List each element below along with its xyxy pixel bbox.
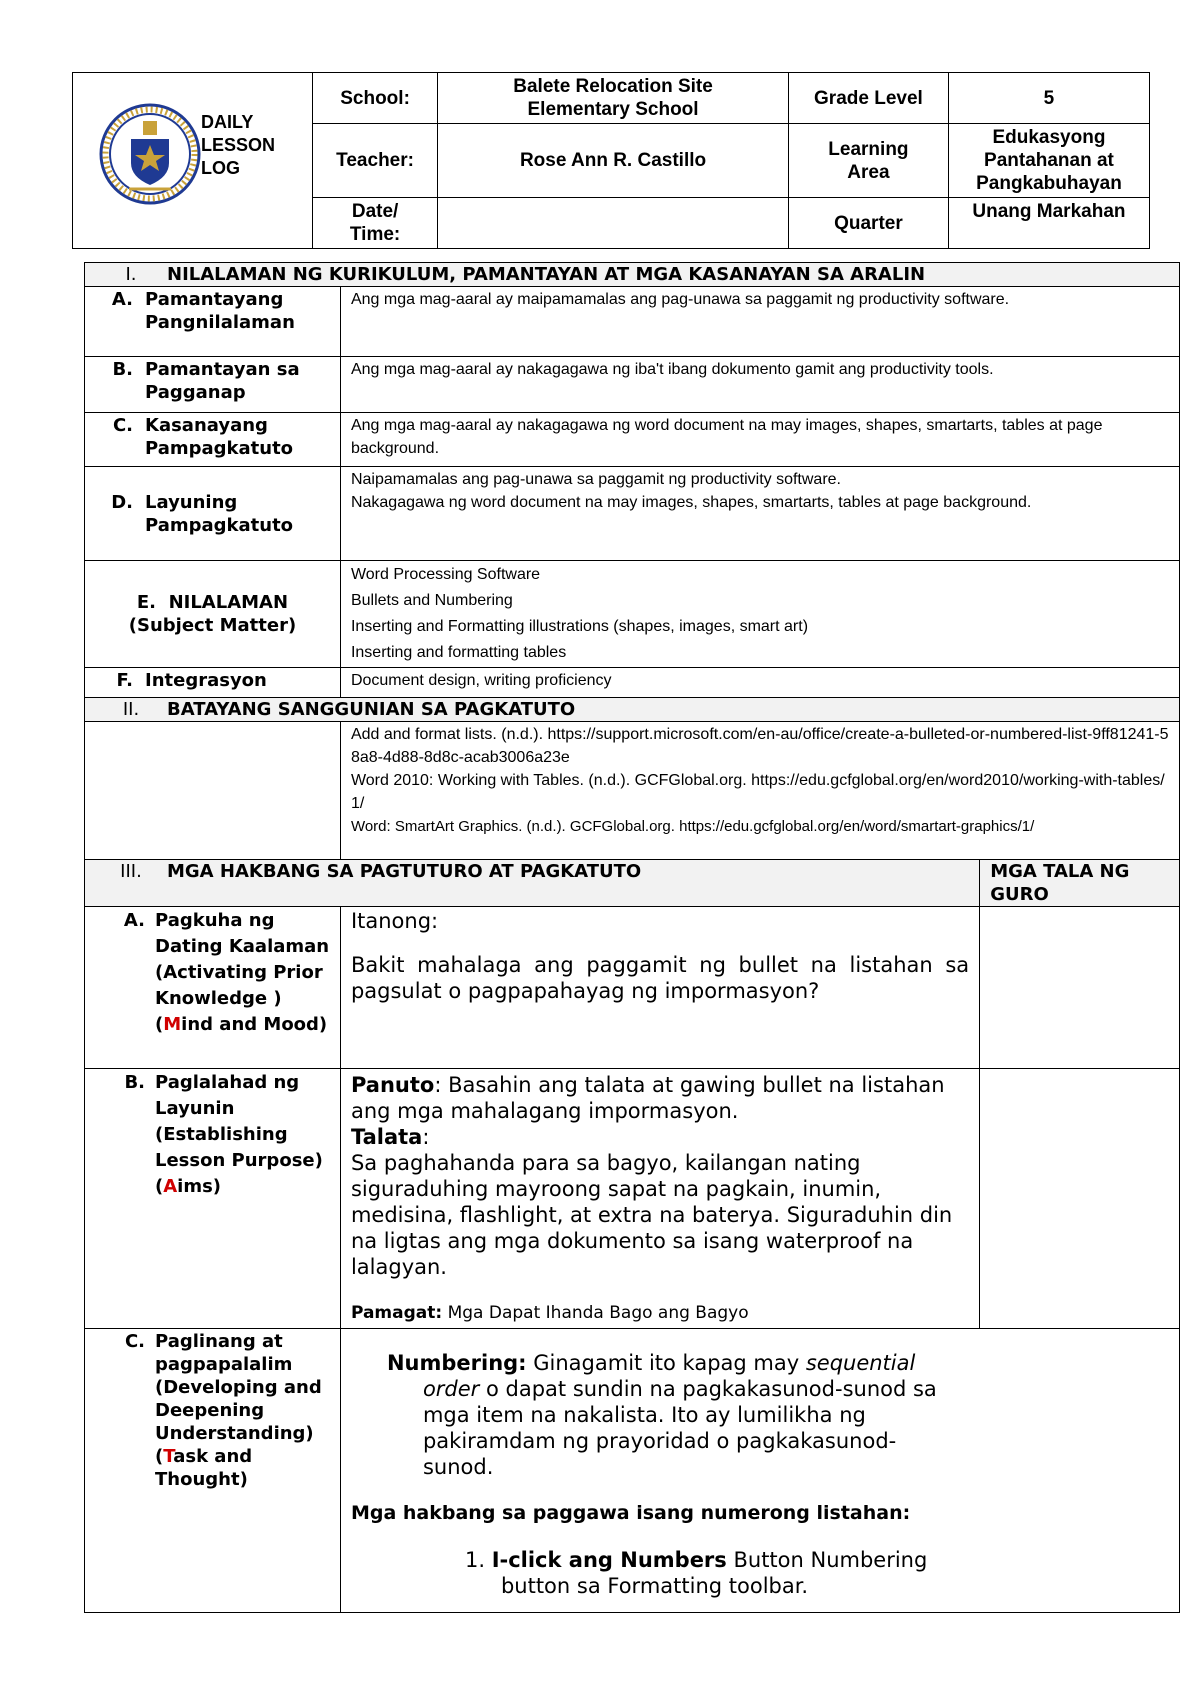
row-label [85,1069,341,1329]
label-text: Paglinang at pagpapalalim (Developing and Deepening Understanding) ( [155,1331,322,1467]
row-content: Ang mga mag-aaral ay nakagagawa ng iba't ibang dokumento gamit ang productivity tools. [340,357,1179,413]
numbering-italic: sequential order [422,1351,916,1401]
table-row [85,1069,1180,1329]
date-value [438,198,789,249]
row-content: Ang mga mag-aaral ay maipamamalas ang pag-unawa sa paggamit ng productivity software. [340,287,1179,357]
section-number: II. [122,699,140,720]
talata-colon: : [422,1125,430,1149]
section-title: NILALAMAN NG KURIKULUM, PAMANTAYAN AT MGA KASANAYAN SA ARALIN [167,264,926,285]
content-line: Bullets and Numbering [350,592,513,609]
grade-value: 5 [948,73,1149,124]
row-letter: B. [112,359,133,380]
header-table [72,72,1150,249]
lesson-table [84,262,1180,1613]
label-line: NILALAMAN [168,592,289,613]
section-title: BATAYANG SANGGUNIAN SA PAGKATUTO [167,699,576,720]
row-content: Ang mga mag-aaral ay nakagagawa ng word document na may images, shapes, smartarts, tables at page background. [340,413,1179,467]
row-label [85,561,341,668]
section-header [85,263,1180,287]
date-label [313,198,438,249]
row-label [85,357,341,413]
question-text: Bakit mahalaga ang paggamit ng bullet na listahan sa pagsulat o pagpapahayag ng impormasyon? [350,953,970,1003]
references [340,722,1179,860]
table-row [85,357,1180,413]
row-content [340,907,979,1069]
label-line: Kasanayang [145,415,268,436]
panuto-text: : Basahin ang talata at gawing bullet na listahan ang mga mahalagang impormasyon. [350,1073,945,1123]
row-content [340,561,1179,668]
table-row [85,722,1180,860]
learning-area-value-line: Pantahanan at [984,150,1114,171]
grade-label: Grade Level [788,73,948,124]
school-label: School: [313,73,438,124]
table-row [85,907,1180,1069]
row-label [85,287,341,357]
label-text: ask and Thought) [155,1446,253,1490]
row-letter: C. [124,1331,145,1352]
title-line: LESSON [201,134,276,155]
label-highlight: M [163,1014,182,1035]
learning-area-value [948,124,1149,198]
row-letter: C. [112,415,133,436]
label-line: Pangnilalaman [145,312,295,333]
table-row [85,287,1180,357]
reference-item: Word: SmartArt Graphics. (n.d.). GCFGlobal.org. https://edu.gcfglobal.org/en/word/smartart-graphics/1/ [350,818,1035,835]
row-letter: A. [111,289,133,310]
row-label [85,467,341,561]
table-row [85,413,1180,467]
document-title [201,111,275,180]
row-letter: E. [136,592,157,613]
table-row [85,668,1180,698]
deped-seal-icon [99,103,201,205]
learning-area-label [788,124,948,198]
content-line: Inserting and formatting tables [350,644,567,661]
label-line: Layuning [145,491,238,513]
label-highlight: T [163,1446,174,1467]
step-text: Button Numbering button sa Formatting toolbar. [500,1548,928,1598]
label-line: Integrasyon [145,670,267,691]
learning-area-line: Learning [828,138,909,160]
section-header [85,698,1180,722]
row-label [85,668,341,698]
label-highlight: A [163,1176,178,1197]
row-label [85,413,341,467]
content-line: Nakagagawa ng word document na may images, shapes, smartarts, tables at page background. [350,494,1032,511]
title-line: LOG [201,157,240,178]
label-line: Pampagkatuto [145,514,294,536]
row-content: Document design, writing proficiency [340,668,1179,698]
section-number: I. [125,264,137,285]
ask-label: Itanong: [350,909,439,933]
label-line: Pagganap [145,382,246,403]
learning-area-line: Area [847,161,890,183]
school-line: Elementary School [527,99,699,120]
row-letter: D. [111,491,133,513]
pamagat-text: Mga Dapat Ihanda Bago ang Bagyo [442,1303,749,1323]
talata-text: Sa paghahanda para sa bagyo, kailangan nating siguraduhing mayroong sapat na pagkain, inumin, medisina, flashlight, at extra na baterya. Siguraduhin din na ligtas ang mga dokumento sa isang waterproof na lalagyan. [350,1151,953,1279]
row-content [340,467,1179,561]
numbering-text: Ginagamit ito kapag may [526,1351,806,1375]
content-line: Word Processing Software [350,566,541,583]
step-bold: I-click ang Numbers [491,1548,727,1572]
learning-area-value-line: Edukasyong [992,127,1106,148]
reference-item: Add and format lists. (n.d.). https://support.microsoft.com/en-au/office/create-a-bulleted-or-numbered-list-9ff81241-58a8-4d88-8d8c-acab3006a23e [350,726,1169,766]
talata-label: Talata [350,1125,423,1149]
row-content [340,1069,979,1329]
table-row [85,467,1180,561]
reference-item: Word 2010: Working with Tables. (n.d.). GCFGlobal.org. https://edu.gcfglobal.org/en/word2010/working-with-tables/1/ [350,772,1165,812]
school-value [438,73,789,124]
teacher-value: Rose Ann R. Castillo [438,124,789,198]
steps-title: Mga hakbang sa paggawa isang numerong listahan: [350,1502,911,1524]
row-letter: B. [124,1072,145,1093]
numbering-text: o dapat sundin na pagkakasunod-sunod sa mga item na nakalista. Ito ay lumilikha ng pakiramdam ng prayoridad o pagkakasunod-sunod. [422,1377,937,1479]
row-content [340,1329,1179,1613]
row-letter: F. [116,670,133,691]
teacher-label: Teacher: [313,124,438,198]
school-line: Balete Relocation Site [513,76,713,97]
panuto-label: Panuto [350,1073,435,1097]
label-text: ind and Mood) [181,1014,328,1035]
label-text: ims) [177,1176,222,1197]
notes-header: MGA TALA NG GURO [980,860,1180,907]
label-line: Pamantayang [145,289,284,310]
label-line: Pamantayan sa [145,359,300,380]
section-header [85,860,1180,907]
section-number: III. [120,861,142,882]
notes-cell [980,1069,1180,1329]
table-row [85,561,1180,668]
content-line: Inserting and Formatting illustrations (shapes, images, smart art) [350,618,809,635]
section-title: MGA HAKBANG SA PAGTUTURO AT PAGKATUTO [167,861,642,882]
empty-label-cell [85,722,341,860]
numbering-label: Numbering: [386,1351,527,1375]
table-row [85,1329,1180,1613]
learning-area-value-line: Pangkabuhayan [976,173,1122,194]
row-label [85,1329,341,1613]
row-letter: A. [123,910,145,931]
label-text: Paglalahad ng Layunin (Establishing Lesson Purpose) ( [155,1072,323,1197]
step-number: 1. [464,1548,485,1572]
date-line: Date/ [351,201,399,222]
logo-cell [73,73,313,249]
date-line: Time: [349,224,401,245]
quarter-value: Unang Markahan [948,198,1149,249]
title-line: DAILY [201,111,254,132]
pamagat-label: Pamagat: [350,1303,443,1323]
label-line: (Subject Matter) [128,615,297,636]
label-text: Pagkuha ng Dating Kaalaman (Activating Prior Knowledge ) ( [155,910,330,1035]
notes-cell [980,907,1180,1069]
quarter-label: Quarter [788,198,948,249]
label-line: Pampagkatuto [145,438,294,459]
row-label [85,907,341,1069]
content-line: Naipamamalas ang pag-unawa sa paggamit ng productivity software. [350,471,841,488]
